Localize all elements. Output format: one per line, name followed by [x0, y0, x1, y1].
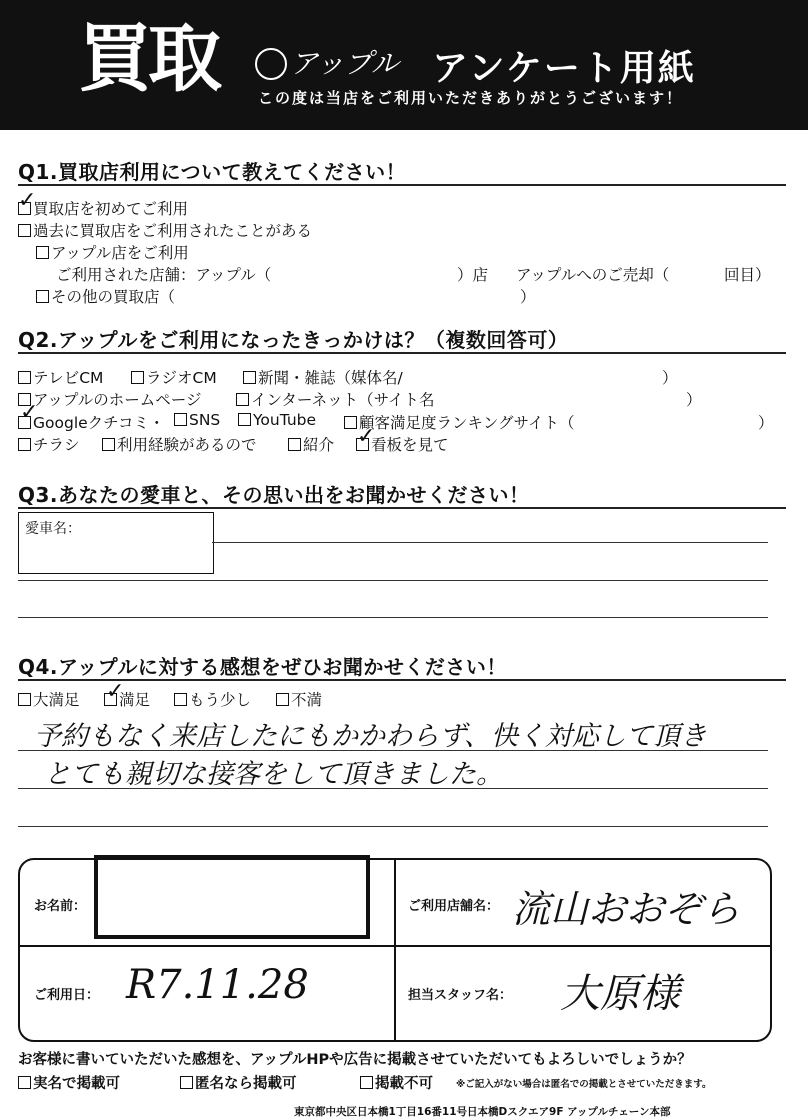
- q4-answer-line[interactable]: [18, 826, 768, 827]
- q2-option-sns[interactable]: SNS: [174, 411, 220, 429]
- q4-title: Q4.アップルに対する感想をぜひお聞かせください！: [18, 655, 507, 679]
- consent-anonymous[interactable]: 匿名なら掲載可: [180, 1072, 297, 1093]
- thanks-message: この度は当店をご利用いただきありがとうございます！: [258, 89, 684, 107]
- checkbox-icon[interactable]: [36, 290, 49, 303]
- q2-option-youtube[interactable]: YouTube: [238, 411, 316, 429]
- apple-brand-icon: [255, 48, 287, 80]
- q1-divider: [18, 184, 786, 186]
- brand-name: アップル: [290, 47, 399, 80]
- car-name-label: 愛車名：: [25, 521, 81, 537]
- q2-option-tvcm[interactable]: テレビCM: [18, 366, 103, 388]
- checkmark-icon: ✓: [106, 679, 125, 704]
- q3-title: Q3.あなたの愛車と、その思い出をお聞かせください！: [18, 483, 530, 507]
- staff-handwriting: 大原様: [560, 971, 680, 1017]
- q2-title: Q2.アップルをご利用になったきっかけは？（複数回答可）: [18, 328, 569, 352]
- q4-divider: [18, 679, 786, 681]
- q2-option-flyer[interactable]: チラシ: [18, 433, 80, 455]
- q3-answer-line[interactable]: [18, 617, 768, 618]
- checkbox-icon[interactable]: [18, 224, 31, 237]
- checkbox-icon[interactable]: [174, 413, 187, 426]
- q4-option-very-satisfied[interactable]: 大満足: [18, 688, 80, 710]
- q2-internet-close: ）: [686, 391, 702, 409]
- q2-option-radio[interactable]: ラジオCM: [131, 366, 217, 388]
- name-field[interactable]: [94, 855, 370, 939]
- q2-option-signboard[interactable]: 看板を見て: [356, 433, 449, 455]
- checkmark-icon: ✓: [18, 188, 37, 213]
- date-label: ご利用日：: [34, 988, 100, 1003]
- q2-ranking-close: ）: [758, 414, 774, 432]
- q2-option-news[interactable]: 新聞・雑誌（媒体名/: [243, 366, 403, 388]
- checkbox-icon[interactable]: [276, 693, 289, 706]
- store-name-handwriting: 流山おおぞら: [512, 887, 741, 931]
- checkbox-icon[interactable]: [180, 1076, 193, 1089]
- kaitori-logo: 買取: [78, 16, 218, 102]
- q1-store-suffix: ）店: [457, 266, 489, 284]
- q2-option-google[interactable]: Googleクチコミ・: [18, 411, 165, 433]
- name-label: お名前：: [34, 899, 87, 914]
- q2-news-close: ）: [662, 369, 678, 387]
- checkbox-icon[interactable]: [131, 371, 144, 384]
- checkbox-icon[interactable]: [18, 1076, 31, 1089]
- q4-answer-line[interactable]: [18, 750, 768, 751]
- checkbox-icon[interactable]: [18, 693, 31, 706]
- q1-option-apple[interactable]: アップル店をご利用: [36, 241, 189, 263]
- consent-question: お客様に書いていただいた感想を、アップルHPや広告に掲載させていただいてもよろしいでしょうか？: [18, 1052, 692, 1068]
- q1-count-suffix: 回目）: [724, 266, 771, 284]
- checkbox-icon[interactable]: [243, 371, 256, 384]
- car-name-box[interactable]: [18, 512, 214, 574]
- q4-option-more[interactable]: もう少し: [174, 688, 251, 710]
- q2-option-referral[interactable]: 紹介: [288, 433, 334, 455]
- consent-note: ※ご記入がない場合は匿名での掲載とさせていただきます。: [456, 1079, 712, 1090]
- q4-option-dissatisfied[interactable]: 不満: [276, 688, 322, 710]
- consent-real-name[interactable]: 実名で掲載可: [18, 1072, 120, 1093]
- checkmark-icon: ✓: [20, 400, 39, 425]
- q3-answer-line[interactable]: [212, 542, 768, 543]
- q1-count-label: アップルへのご売却（: [516, 266, 670, 284]
- q1-store-label: ご利用された店舗：アップル（: [56, 266, 272, 284]
- q4-option-satisfied[interactable]: 満足: [104, 688, 150, 710]
- comment-handwriting-line2: とても親切な接客をして頂きました。: [44, 759, 503, 790]
- q2-option-experience[interactable]: 利用経験があるので: [102, 433, 257, 455]
- comment-handwriting-line1: 予約もなく来店したにもかかわらず、快く対応して頂き: [34, 721, 707, 752]
- date-handwriting: R7.11.28: [126, 962, 309, 1008]
- survey-title: アンケート用紙: [432, 48, 696, 89]
- checkbox-icon[interactable]: [360, 1076, 373, 1089]
- footer-address: 東京都中央区日本橋1丁目16番11号日本橋Dスクエア9F アップルチェーン本部: [294, 1106, 671, 1118]
- info-horizontal-divider: [18, 945, 770, 947]
- checkbox-icon[interactable]: [18, 438, 31, 451]
- q1-other-close: ）: [520, 288, 536, 306]
- checkmark-icon: ✓: [357, 424, 376, 449]
- q1-option-first[interactable]: 買取店を初めてご利用: [18, 197, 188, 219]
- q1-option-past[interactable]: 過去に買取店をご利用されたことがある: [18, 219, 312, 241]
- checkbox-icon[interactable]: [236, 393, 249, 406]
- q2-option-homepage[interactable]: アップルのホームページ: [18, 388, 202, 410]
- q1-title: Q1.買取店利用について教えてください！: [18, 160, 407, 184]
- checkbox-icon[interactable]: [18, 371, 31, 384]
- checkbox-icon[interactable]: [344, 416, 357, 429]
- q2-option-ranking[interactable]: 顧客満足度ランキングサイト（: [344, 411, 574, 433]
- checkbox-icon[interactable]: [288, 438, 301, 451]
- q2-option-internet[interactable]: インターネット（サイト名: [236, 388, 435, 410]
- staff-label: 担当スタッフ名：: [408, 988, 513, 1003]
- consent-no[interactable]: 掲載不可: [360, 1072, 433, 1093]
- checkbox-icon[interactable]: [102, 438, 115, 451]
- q2-divider: [18, 352, 786, 354]
- header-banner: [0, 0, 808, 130]
- q4-answer-line[interactable]: [18, 788, 768, 789]
- checkbox-icon[interactable]: [36, 246, 49, 259]
- q1-option-other[interactable]: その他の買取店（: [36, 285, 175, 307]
- info-vertical-divider: [394, 858, 396, 1040]
- q3-divider: [18, 507, 786, 509]
- q3-answer-line[interactable]: [18, 580, 768, 581]
- store-name-label: ご利用店舗名：: [408, 899, 500, 914]
- checkbox-icon[interactable]: [238, 413, 251, 426]
- checkbox-icon[interactable]: [174, 693, 187, 706]
